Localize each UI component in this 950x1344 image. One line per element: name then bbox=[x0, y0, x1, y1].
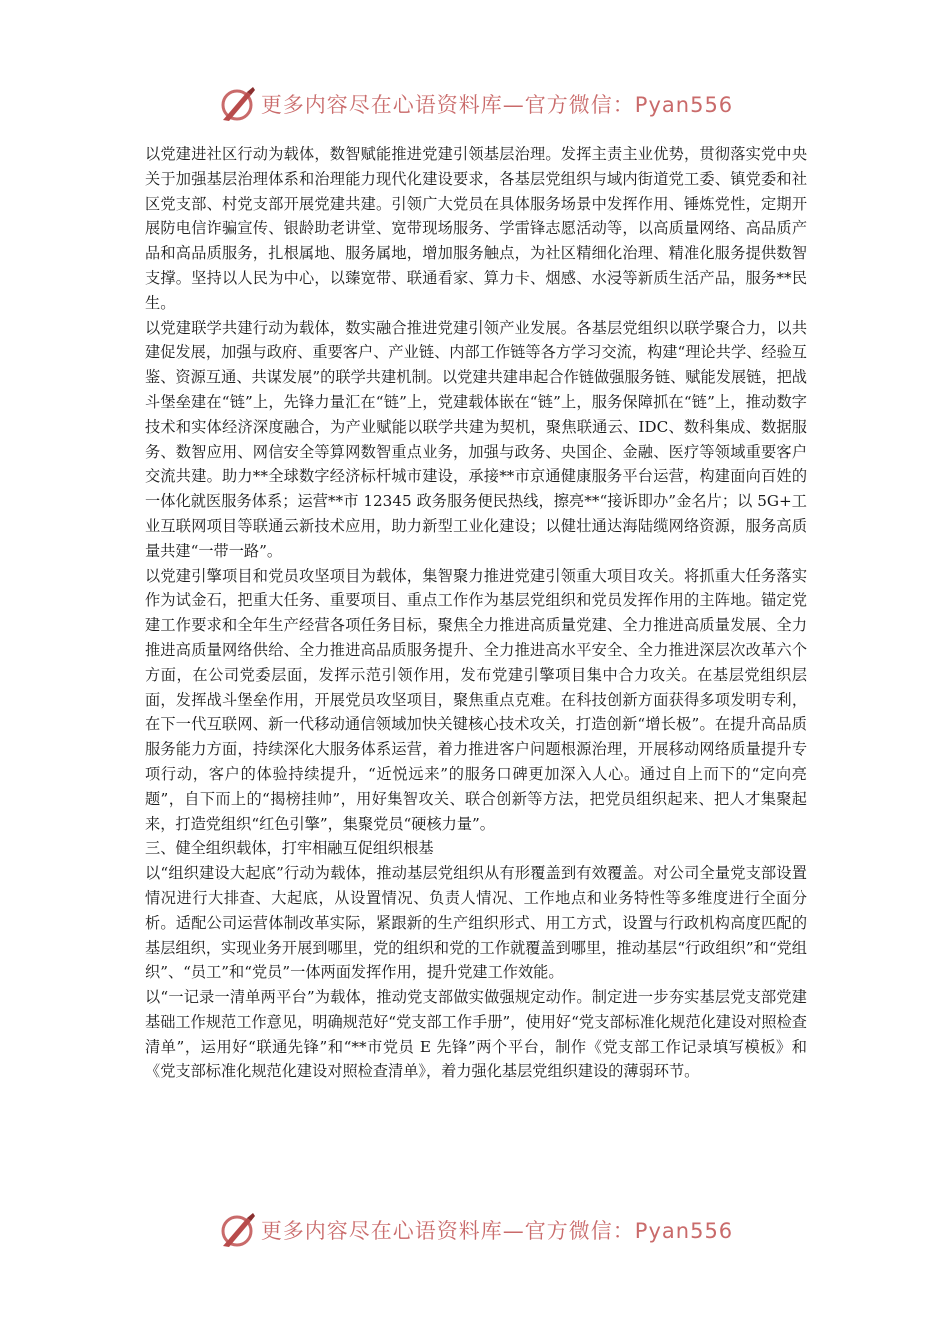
document-body bbox=[145, 142, 807, 1084]
paragraph-1: 以党建进社区行动为载体，数智赋能推进党建引领基层治理。发挥主责主业优势，贯彻落实党中央关于加强基层治理体系和治理能力现代化建设要求，各基层党组织与域内街道党工委、镇党委和社区党支部、村党支部开展党建共建。引领广大党员在具体服务场景中发挥作用、锤炼党性，定期开展防电信诈骗宣传、银龄助老讲堂、宽带现场服务、学雷锋志愿活动等，以高质量网络、高品质产品和高品质服务，扎根属地、服务属地，增加服务触点，为社区精细化治理、精准化服务提供数智支撑。坚持以人民为中心，以臻宽带、联通看家、算力卡、烟感、水浸等新质生活产品，服务**民生。 bbox=[145, 145, 807, 312]
paragraph-3: 以党建引擎项目和党员攻坚项目为载体，集智聚力推进党建引领重大项目攻关。将抓重大任务落实作为试金石，把重大任务、重要项目、重点工作作为基层党组织和党员发挥作用的主阵地。锚定党建工作要求和全年生产经营各项任务目标，聚焦全力推进高质量党建、全力推进高质量发展、全力推进高质量网络供给、全力推进高品质服务提升、全力推进高水平安全、全力推进深层次改革六个方面，在公司党委层面，发挥示范引领作用，发布党建引擎项目集中合力攻关。在基层党组织层面，发挥战斗堡垒作用，开展党员攻坚项目，聚焦重点克难。在科技创新方面获得多项发明专利，在下一代互联网、新一代移动通信领域加快关键核心技术攻关，打造创新“增长极”。在提升高品质服务能力方面，持续深化大服务体系运营，着力推进客户问题根源治理，开展移动网络质量提升专项行动，客户的体验持续提升，“近悦远来”的服务口碑更加深入人心。通过自上而下的“定向亮题”，自下而上的“揭榜挂帅”，用好集智攻关、联合创新等方法，把党员组织起来、把人才集聚起来，打造党组织“红色引擎”，集聚党员“硬核力量”。 bbox=[145, 566, 807, 833]
footer-banner bbox=[0, 1208, 950, 1252]
paragraph-4: 以“组织建设大起底”行动为载体，推动基层党组织从有形覆盖到有效覆盖。对公司全量党支部设置情况进行大排查、大起底，从设置情况、负责人情况、工作地点和业务特性等多维度进行全面分析。适配公司运营体制改革实际，紧跟新的生产组织形式、用工方式，设置与行政机构高度匹配的基层组织，实现业务开展到哪里，党的组织和党的工作就覆盖到哪里，推动基层“行政组织”和“党组织”、“员工”和“党员”一体两面发挥作用，提升党建工作效能。 bbox=[145, 864, 807, 982]
pen-logo-icon bbox=[217, 84, 257, 124]
header-banner-text: 更多内容尽在心语资料库—官方微信：Pyan556 bbox=[260, 93, 734, 117]
paragraph-5: 以“一记录一清单两平台”为载体，推动党支部做实做强规定动作。制定进一步夯实基层党支部党建基础工作规范工作意见，明确规范好“党支部工作手册”，使用好“党支部标准化规范化建设对照检查清单”，运用好“联通先锋”和“**市党员 E 先锋”两个平台，制作《党支部工作记录填写模板》和《党支部标准化规范化建设对照检查清单》，着力强化基层党组织建设的薄弱环节。 bbox=[145, 988, 807, 1081]
paragraph-2: 以党建联学共建行动为载体，数实融合推进党建引领产业发展。各基层党组织以联学聚合力，以共建促发展，加强与政府、重要客户、产业链、内部工作链等各方学习交流，构建“理论共学、经验互鉴、资源互通、共谋发展”的联学共建机制。以党建共建串起合作链做强服务链、赋能发展链，把战斗堡垒建在“链”上，先锋力量汇在“链”上，党建载体嵌在“链”上，服务保障抓在“链”上，推动数字技术和实体经济深度融合，为产业赋能以联学共建为契机，聚焦联通云、IDC、数科集成、数据服务、数智应用、网信安全等算网数智重点业务，加强与政务、央国企、金融、医疗等领域重要客户交流共建。助力**全球数字经济标杆城市建设，承接**市京通健康服务平台运营，构建面向百姓的一体化就医服务体系；运营**市 12345 政务服务便民热线，擦亮**“接诉即办”金名片；以 5G+工业互联网项目等联通云新技术应用，助力新型工业化建设；以健壮通达海陆缆网络资源，服务高质量共建“一带一路”。 bbox=[145, 318, 807, 560]
section-heading: 三、健全组织载体，打牢相融互促组织根基 bbox=[145, 839, 434, 858]
pen-logo-icon bbox=[217, 1210, 257, 1250]
header-banner bbox=[0, 82, 950, 126]
footer-banner-text: 更多内容尽在心语资料库—官方微信：Pyan556 bbox=[260, 1219, 734, 1243]
